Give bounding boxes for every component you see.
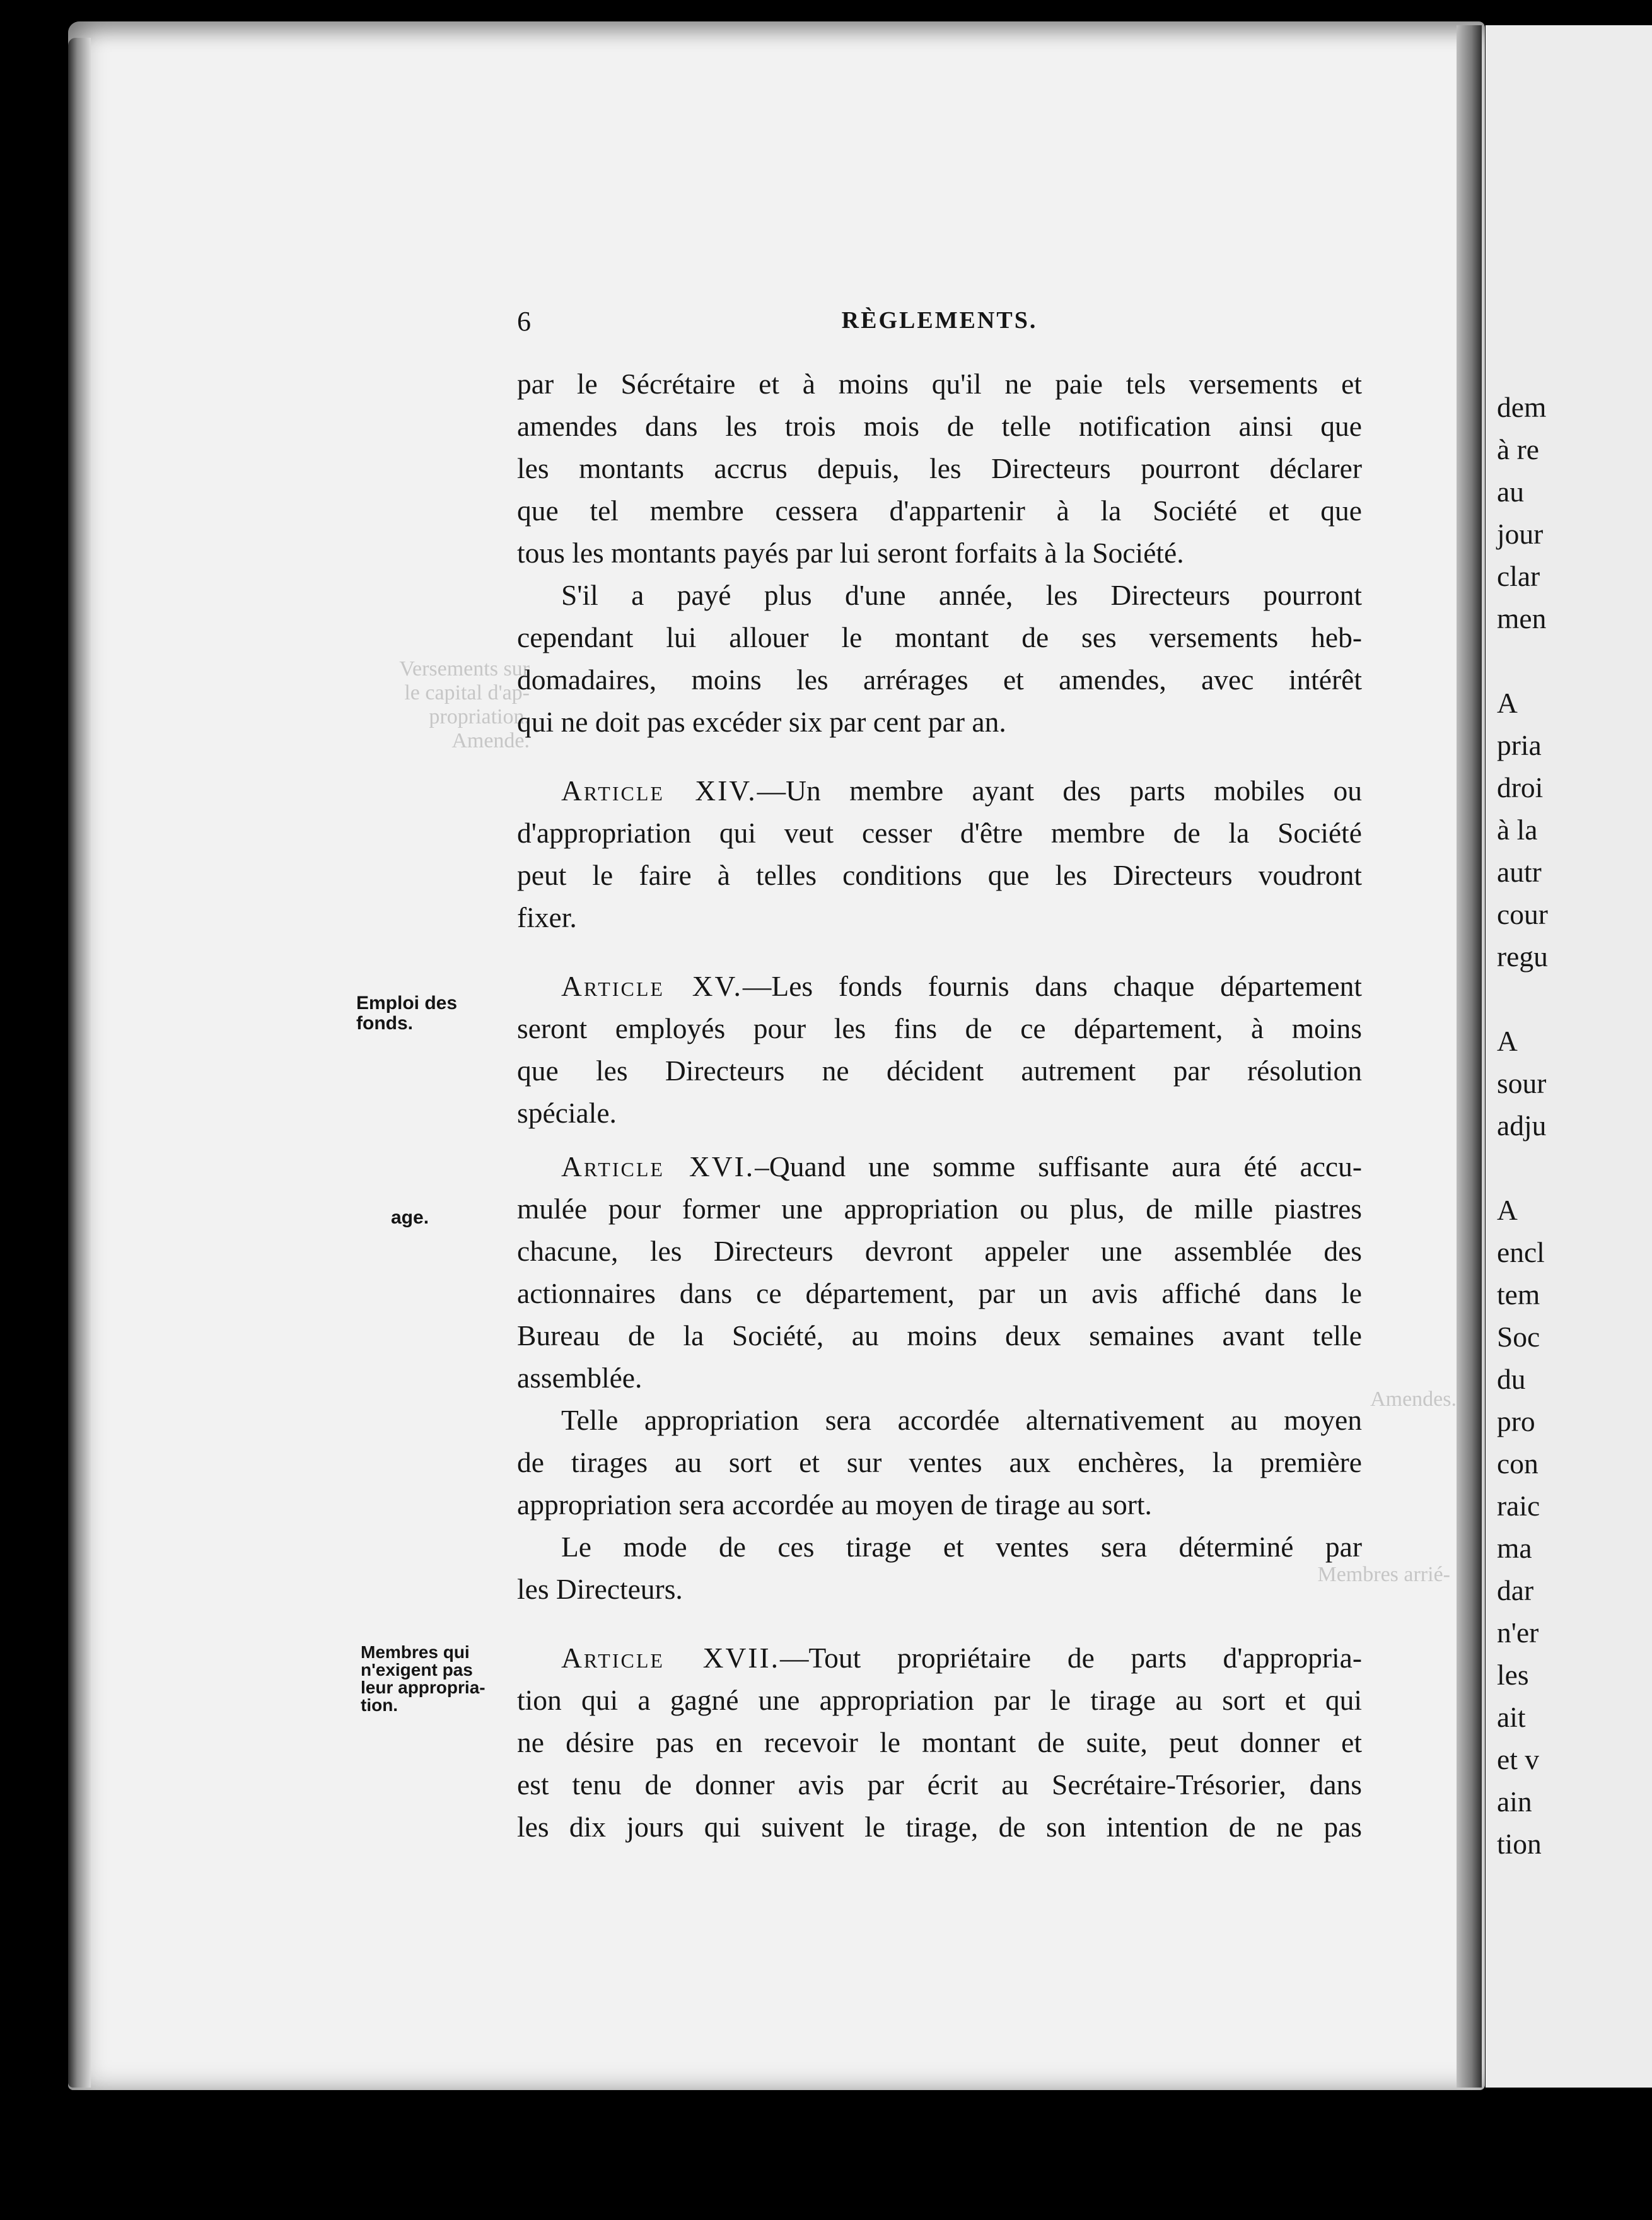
article-xvii [517,1637,1362,1848]
book-spine [1457,25,1482,2088]
text-line: que les Directeurs ne décident autrement par résolution [517,1054,1362,1087]
facing-page-fragment: tion [1497,1828,1542,1860]
facing-page-fragment: et v [1497,1743,1539,1775]
facing-page-fragment: tem [1497,1278,1540,1311]
text-line: Article XVI.–Quand une somme suffisante aura été accu- [561,1150,1363,1183]
margin-note-membres: Membres qui n'exigent pas leur appropria- tion. [361,1642,486,1715]
text-line: assemblée. [517,1362,643,1394]
page-number: 6 [517,306,531,337]
article-label: Article XIV. [561,774,757,807]
facing-page-fragment: clar [1497,560,1540,592]
facing-page-fragment: A [1497,1025,1518,1057]
bleed-through-note: Membres arrié- [1317,1563,1450,1586]
facing-page-fragment: autr [1497,856,1542,888]
text-line: S'il a payé plus d'une année, les Directeurs pourront [561,579,1362,611]
facing-page-fragment: dar [1497,1574,1534,1606]
text-line: qui ne doit pas excéder six par cent par an. [517,706,1006,738]
text-line: seront employés pour les fins de ce département, à moins [517,1012,1362,1044]
text-line: amendes dans les trois mois de telle notification ainsi que [517,410,1362,442]
text-line: peut le faire à telles conditions que les Directeurs voudront [517,859,1362,891]
bleed-through-note: Versements sur le capital d'ap- propriation. Amende. [399,657,530,752]
margin-note-age: age. [391,1207,429,1228]
facing-page-fragment: à re [1497,433,1539,465]
page-header [517,301,1362,339]
article-label: Article XVII. [561,1642,780,1674]
facing-page-fragment: jour [1497,518,1544,550]
text-line: spéciale. [517,1097,617,1129]
text-line: par le Sécrétaire et à moins qu'il ne paie tels versements et [517,368,1362,400]
facing-page-fragment: A [1497,687,1518,719]
text-line: appropriation sera accordée au moyen de tirage au sort. [517,1488,1152,1521]
facing-page-fragment: du [1497,1363,1526,1395]
text-line: actionnaires dans ce département, par un avis affiché dans le [517,1277,1362,1309]
facing-page-fragment: con [1497,1447,1539,1480]
film-border-bottom [0,2091,1652,2220]
text-line: chacune, les Directeurs devront appeler une assemblée des [517,1235,1362,1267]
facing-page-fragment: raic [1497,1490,1540,1522]
facing-page-fragment: droi [1497,771,1544,803]
facing-page-fragment: encl [1497,1236,1545,1268]
facing-page-fragment: n'er [1497,1616,1539,1649]
text-line: que tel membre cessera d'appartenir à la Société et que [517,494,1362,527]
facing-page-fragment: A [1497,1194,1518,1226]
facing-page-fragment: ma [1497,1532,1532,1564]
facing-page-fragment [1497,978,1548,1020]
facing-page-fragment: men [1497,602,1547,634]
facing-page-fragment: pro [1497,1405,1535,1437]
facing-page-fragment: les [1497,1659,1529,1691]
text-line: tion qui a gagné une appropriation par le tirage au sort et qui [517,1684,1362,1716]
facing-page-fragment: dem [1497,391,1547,423]
bleed-through-note: Amendes. [1370,1388,1457,1411]
article-label: Article XVI. [561,1150,755,1183]
facing-page [1486,25,1652,2088]
running-head: RÈGLEMENTS. [841,307,1038,334]
text-line: de tirages au sort et sur ventes aux enchères, la première [517,1446,1362,1478]
article-xiv [517,769,1362,938]
facing-page-fragment: ain [1497,1785,1532,1818]
text-line: tous les montants payés par lui seront forfaits à la Société. [517,537,1184,569]
facing-page-fragment: ait [1497,1701,1526,1733]
text-line: Le mode de ces tirage et ventes sera déterminé par [561,1531,1362,1563]
text-line: Article XV.—Les fonds fournis dans chaque département [561,970,1362,1002]
text-line: ne désire pas en recevoir le montant de suite, peut donner et [517,1726,1362,1758]
facing-page-fragment: cour [1497,898,1548,930]
text-line: d'appropriation qui veut cesser d'être membre de la Société [517,817,1362,849]
facing-page-fragment: Soc [1497,1321,1540,1353]
facing-page-text [1497,386,1548,1865]
margin-note-emploi: Emploi des fonds. [356,993,458,1034]
text-line: est tenu de donner avis par écrit au Secrétaire-Trésorier, dans [517,1768,1362,1801]
text-line: cependant lui allouer le montant de ses versements heb- [517,621,1362,653]
facing-page-fragment: adju [1497,1109,1547,1142]
article-xv [517,965,1362,1134]
text-line: les Directeurs. [517,1573,683,1605]
facing-page-fragment: au [1497,476,1524,508]
text-line: Article XIV.—Un membre ayant des parts mobiles ou [561,774,1362,807]
text-line: les montants accrus depuis, les Directeurs pourront déclarer [517,452,1362,484]
text-line: Telle appropriation sera accordée alternativement au moyen [561,1404,1362,1436]
text-line: les dix jours qui suivent le tirage, de son intention de ne pas [517,1811,1362,1843]
facing-page-fragment [1497,1147,1548,1189]
article-xvi [517,1145,1362,1610]
text-line: Bureau de la Société, au moins deux semaines avant telle [517,1319,1362,1352]
main-text [517,363,1362,1848]
page-curl-left [68,38,91,2088]
paragraph [517,363,1362,574]
paragraph [517,574,1362,743]
facing-page-fragment: pria [1497,729,1542,761]
article-label: Article XV. [561,970,743,1002]
text-line: mulée pour former une appropriation ou plus, de mille piastres [517,1193,1362,1225]
text-line: Article XVII.—Tout propriétaire de parts d'appropria- [561,1642,1362,1674]
facing-page-fragment: regu [1497,940,1548,973]
facing-page-fragment [1497,640,1548,682]
text-line: fixer. [517,901,577,933]
facing-page-fragment: à la [1497,814,1538,846]
text-line: domadaires, moins les arrérages et amendes, avec intérêt [517,663,1362,696]
facing-page-fragment: sour [1497,1067,1547,1099]
